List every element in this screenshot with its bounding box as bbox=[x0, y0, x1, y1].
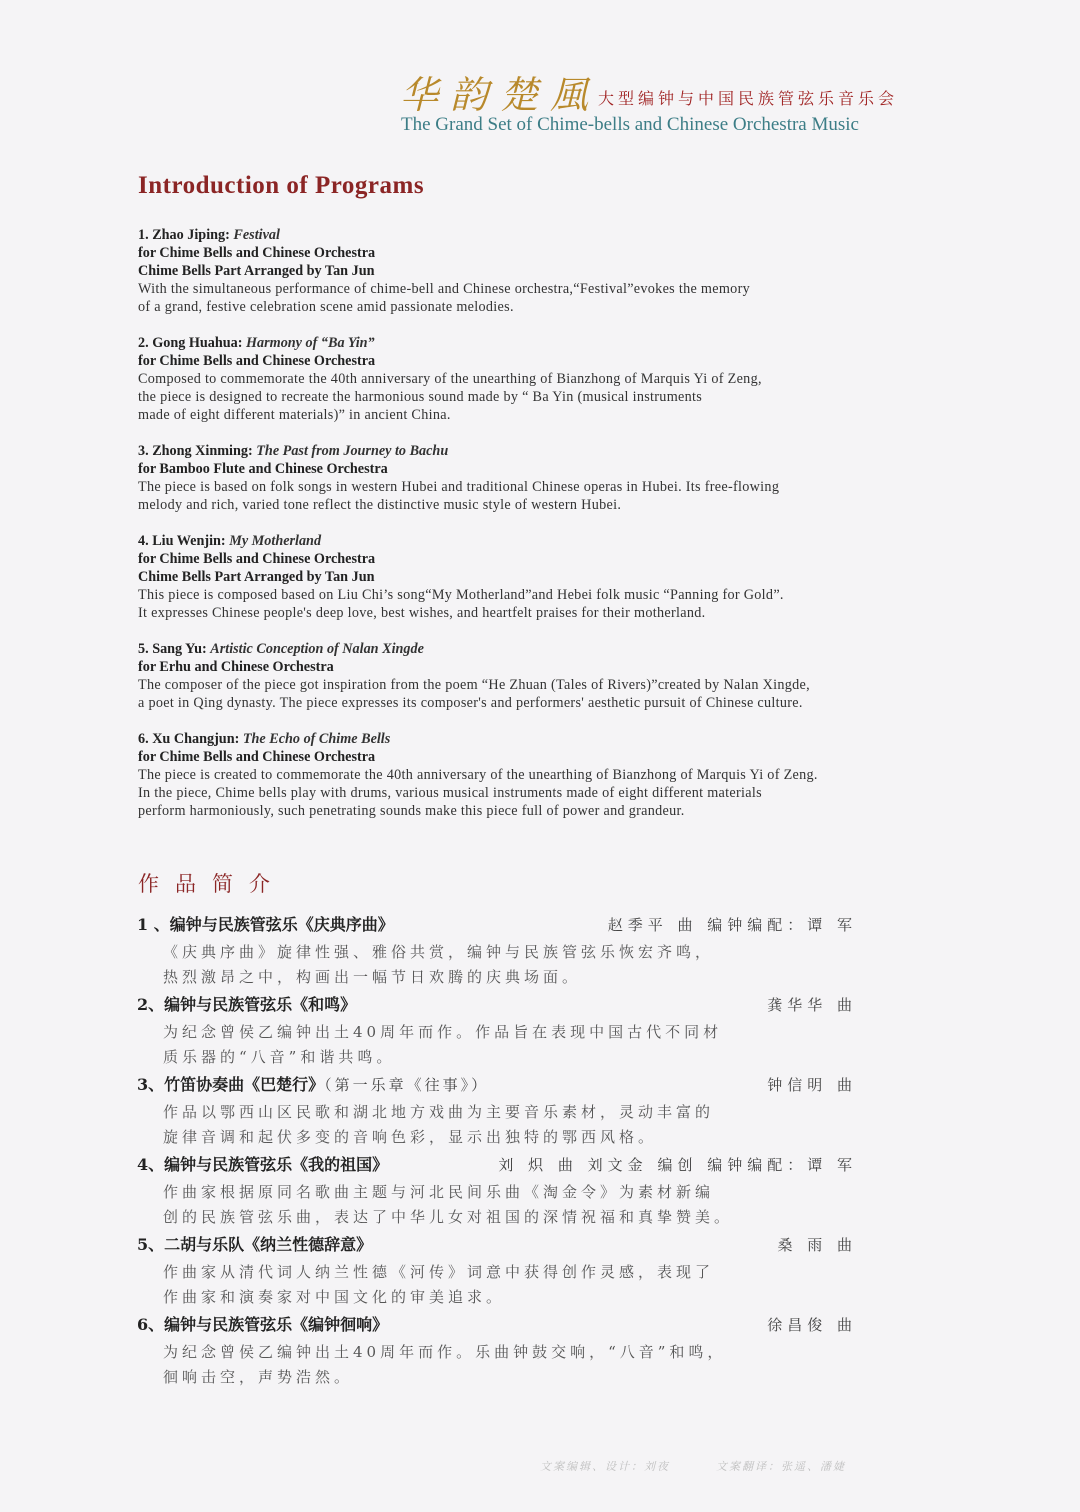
chinese-title-row bbox=[137, 1070, 877, 1100]
chinese-piece-credit: 钟信明 曲 bbox=[767, 1076, 857, 1094]
chinese-item-number: 3、 bbox=[137, 1075, 165, 1094]
chinese-piece-title: 编钟与民族管弦乐《庆典序曲》 bbox=[169, 915, 394, 934]
program-piece-title: My Motherland bbox=[229, 533, 322, 549]
program-piece-title: The Past from Journey to Bachu bbox=[256, 443, 449, 459]
chinese-heading: 作品简介 bbox=[138, 872, 286, 896]
chinese-item-number: 6、 bbox=[137, 1315, 165, 1334]
chinese-program-entry bbox=[137, 1070, 877, 1150]
footer-editor: 文案编辑、设计：刘夜 bbox=[540, 1460, 670, 1473]
chinese-program-entry bbox=[137, 1230, 877, 1310]
chinese-description-line: 热烈激昂之中，构画出一幅节日欢腾的庆典场面。 bbox=[163, 968, 582, 986]
program-description: It expresses Chinese people's deep love, best wishes, and heartfelt praises for their motherland. bbox=[138, 605, 706, 621]
chinese-description-line: 创的民族管弦乐曲，表达了中华儿女对祖国的深情祝福和真挚赞美。 bbox=[163, 1208, 734, 1226]
program-description: The piece is based on folk songs in western Hubei and traditional Chinese operas in Hubei. Its free-flowing bbox=[138, 479, 780, 495]
chinese-piece-credit: 桑 雨 曲 bbox=[777, 1236, 857, 1254]
chinese-description-line: 作曲家根据原同名歌曲主题与河北民间乐曲《淘金令》为素材新编 bbox=[163, 1183, 715, 1201]
program-heading bbox=[138, 532, 898, 550]
program-instrumentation: Chime Bells Part Arranged by Tan Jun bbox=[138, 263, 375, 279]
program-description: This piece is composed based on Liu Chi’s song“My Motherland”and Hebei folk music “Panning for Gold”. bbox=[138, 587, 784, 603]
chinese-piece-credit: 赵季平 曲 编钟编配：谭 军 bbox=[607, 916, 857, 934]
program-heading bbox=[138, 334, 898, 352]
chinese-description-line: 作曲家和演奏家对中国文化的审美追求。 bbox=[163, 1288, 506, 1306]
chinese-piece-description bbox=[137, 1180, 877, 1230]
program-description: The piece is created to commemorate the 40th anniversary of the unearthing of Bianzhong of Marquis Yi of Zeng. bbox=[138, 767, 818, 783]
program-heading bbox=[138, 640, 898, 658]
program-instrumentation: for Chime Bells and Chinese Orchestra bbox=[138, 245, 376, 261]
program-piece-title: Harmony of “Ba Yin” bbox=[246, 335, 375, 351]
title-english: The Grand Set of Chime-bells and Chinese Orchestra Music bbox=[401, 114, 859, 135]
english-program-list bbox=[138, 226, 898, 820]
chinese-piece-note: （第一乐章《往事》） bbox=[324, 1076, 490, 1094]
program-description: The composer of the piece got inspiration from the poem “He Zhuan (Tales of Rivers)”created by Nalan Xingde, bbox=[138, 677, 810, 693]
chinese-description-line: 为纪念曾侯乙编钟出土40周年而作。乐曲钟鼓交响，“八音”和鸣， bbox=[163, 1343, 727, 1361]
chinese-description-line: 质乐器的“八音”和谐共鸣。 bbox=[163, 1048, 396, 1066]
chinese-piece-title: 编钟与民族管弦乐《和鸣》 bbox=[164, 995, 357, 1014]
program-instrumentation: for Chime Bells and Chinese Orchestra bbox=[138, 551, 376, 567]
program-entry bbox=[138, 532, 898, 622]
program-description: a poet in Qing dynasty. The piece expresses its composer's and performers' aesthetic pursuit of Chinese culture. bbox=[138, 695, 803, 711]
chinese-piece-credit: 龚华华 曲 bbox=[767, 996, 857, 1014]
title-chinese: 华韵楚風 bbox=[400, 73, 601, 117]
chinese-title-row bbox=[137, 1310, 877, 1340]
program-composer: 2. Gong Huahua: bbox=[138, 335, 247, 351]
program-piece-title: Artistic Conception of Nalan Xingde bbox=[210, 641, 424, 657]
footer-credits bbox=[540, 1458, 892, 1474]
program-instrumentation: Chime Bells Part Arranged by Tan Jun bbox=[138, 569, 375, 585]
chinese-piece-credit: 刘 炽 曲 刘文金 编创 编钟编配：谭 军 bbox=[498, 1156, 857, 1174]
program-entry bbox=[138, 226, 898, 316]
chinese-item-number: 4、 bbox=[137, 1155, 165, 1174]
chinese-piece-title: 竹笛协奏曲《巴楚行》 bbox=[164, 1075, 325, 1094]
chinese-piece-title: 二胡与乐队《纳兰性德辞意》 bbox=[164, 1235, 373, 1254]
chinese-piece-description bbox=[137, 1100, 877, 1150]
chinese-description-line: 为纪念曾侯乙编钟出土40周年而作。作品旨在表现中国古代不同材 bbox=[163, 1023, 723, 1041]
program-heading bbox=[138, 730, 898, 748]
program-entry bbox=[138, 730, 898, 820]
chinese-title-row bbox=[137, 1150, 877, 1180]
program-entry bbox=[138, 334, 898, 424]
program-composer: 3. Zhong Xinming: bbox=[138, 443, 257, 459]
program-description: Composed to commemorate the 40th anniversary of the unearthing of Bianzhong of Marquis Yi of Zeng, bbox=[138, 371, 762, 387]
program-description: made of eight different materials)” in ancient China. bbox=[138, 407, 451, 423]
english-heading: Introduction of Programs bbox=[138, 172, 425, 199]
chinese-piece-credit: 徐昌俊 曲 bbox=[767, 1316, 857, 1334]
footer-translator: 文案翻译：张遥、潘婕 bbox=[716, 1460, 846, 1473]
program-description: With the simultaneous performance of chime-bell and Chinese orchestra,“Festival”evokes the memory bbox=[138, 281, 750, 297]
chinese-program-entry bbox=[137, 1310, 877, 1390]
program-description: the piece is designed to recreate the harmonious sound made by “ Ba Yin (musical instruments bbox=[138, 389, 703, 405]
chinese-title-row bbox=[137, 910, 877, 940]
chinese-item-number: 2、 bbox=[137, 995, 165, 1014]
chinese-item-number: 1 、 bbox=[137, 915, 170, 934]
program-composer: 6. Xu Changjun: bbox=[138, 731, 243, 747]
program-entry bbox=[138, 640, 898, 712]
chinese-description-line: 作曲家从清代词人纳兰性德《河传》词意中获得创作灵感，表现了 bbox=[163, 1263, 715, 1281]
program-instrumentation: for Chime Bells and Chinese Orchestra bbox=[138, 749, 376, 765]
program-heading bbox=[138, 226, 898, 244]
chinese-description-line: 作品以鄂西山区民歌和湖北地方戏曲为主要音乐素材，灵动丰富的 bbox=[163, 1103, 715, 1121]
program-description: perform harmoniously, such penetrating sounds make this piece full of power and grandeur. bbox=[138, 803, 685, 819]
page-header bbox=[0, 64, 1080, 144]
program-instrumentation: for Chime Bells and Chinese Orchestra bbox=[138, 353, 376, 369]
chinese-program-entry bbox=[137, 910, 877, 990]
chinese-piece-description bbox=[137, 1020, 877, 1070]
english-programs-section bbox=[138, 172, 898, 838]
chinese-title-row bbox=[137, 1230, 877, 1260]
program-piece-title: The Echo of Chime Bells bbox=[242, 731, 391, 747]
chinese-piece-title: 编钟与民族管弦乐《我的祖国》 bbox=[164, 1155, 389, 1174]
program-description: of a grand, festive celebration scene amid passionate melodies. bbox=[138, 299, 514, 315]
program-composer: 5. Sang Yu: bbox=[138, 641, 211, 657]
program-instrumentation: for Erhu and Chinese Orchestra bbox=[138, 659, 334, 675]
program-description: melody and rich, varied tone reflect the distinctive music style of western Hubei. bbox=[138, 497, 622, 513]
chinese-piece-title: 编钟与民族管弦乐《编钟徊响》 bbox=[164, 1315, 389, 1334]
chinese-piece-description bbox=[137, 1260, 877, 1310]
program-heading bbox=[138, 442, 898, 460]
chinese-program-list bbox=[137, 910, 877, 1390]
program-instrumentation: for Bamboo Flute and Chinese Orchestra bbox=[138, 461, 388, 477]
chinese-description-line: 《庆典序曲》旋律性强、雅俗共赏，编钟与民族管弦乐恢宏齐鸣， bbox=[163, 943, 715, 961]
chinese-description-line: 徊响击空，声势浩然。 bbox=[163, 1368, 354, 1386]
program-piece-title: Festival bbox=[233, 227, 280, 243]
chinese-piece-description bbox=[137, 940, 877, 990]
chinese-program-entry bbox=[137, 990, 877, 1070]
program-composer: 4. Liu Wenjin: bbox=[138, 533, 230, 549]
chinese-program-entry bbox=[137, 1150, 877, 1230]
chinese-description-line: 旋律音调和起伏多变的音响色彩，显示出独特的鄂西风格。 bbox=[163, 1128, 658, 1146]
subtitle-chinese: 大型编钟与中国民族管弦乐音乐会 bbox=[598, 89, 899, 108]
program-entry bbox=[138, 442, 898, 514]
program-composer: 1. Zhao Jiping: bbox=[138, 227, 234, 243]
chinese-piece-description bbox=[137, 1340, 877, 1390]
chinese-title-row bbox=[137, 990, 877, 1020]
program-description: In the piece, Chime bells play with drums, various musical instruments made of eight different materials bbox=[138, 785, 762, 801]
chinese-item-number: 5、 bbox=[137, 1235, 165, 1254]
